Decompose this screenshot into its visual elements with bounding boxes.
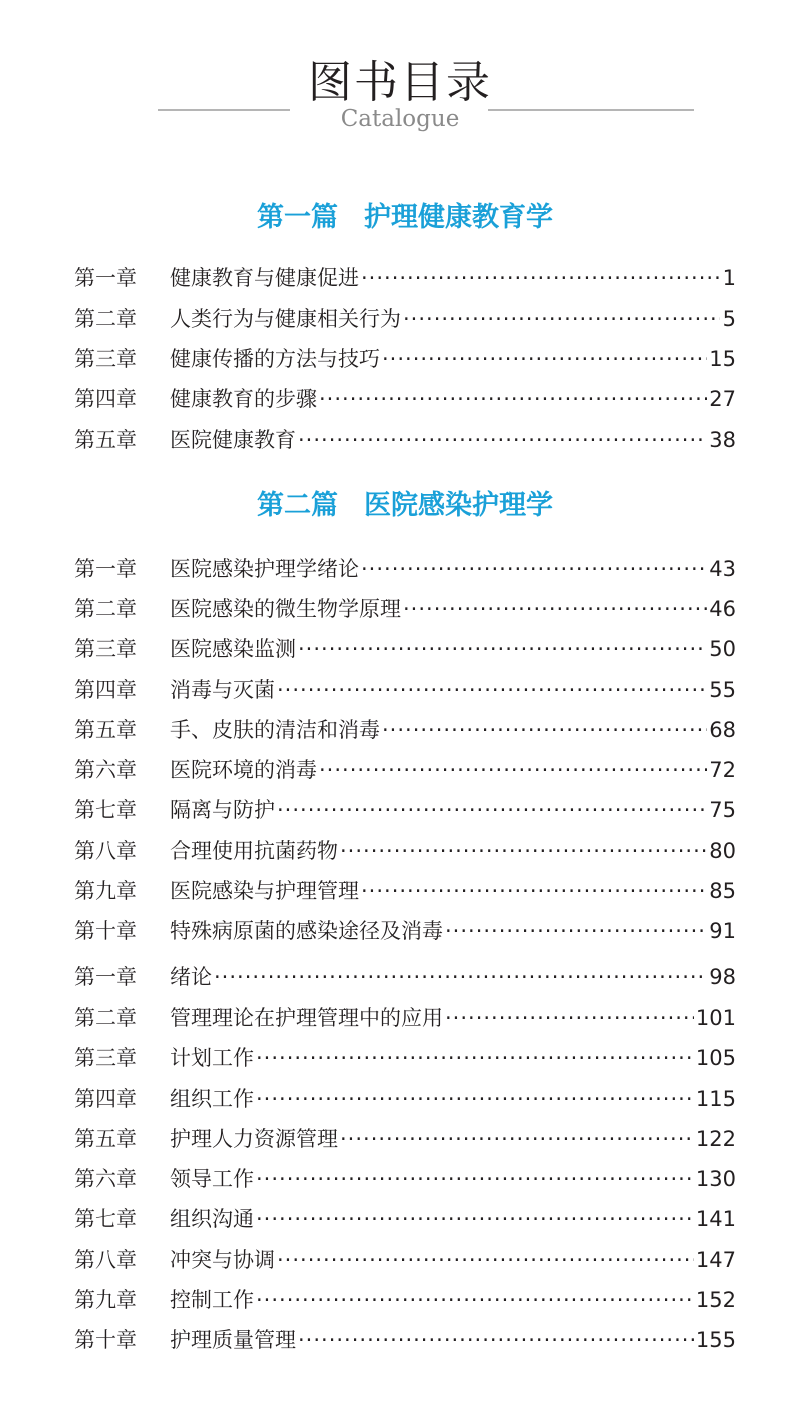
chapter-number: 第八章 bbox=[74, 1248, 137, 1272]
chapter-title: 冲突与协调 bbox=[170, 1248, 275, 1272]
chapter-number: 第二章 bbox=[74, 597, 137, 621]
dot-leader bbox=[277, 1244, 694, 1276]
toc-entry[interactable] bbox=[74, 593, 736, 625]
toc-entry[interactable] bbox=[74, 1002, 736, 1034]
page-number: 101 bbox=[695, 1006, 736, 1030]
dot-leader bbox=[340, 1123, 694, 1155]
chapter-number: 第二章 bbox=[74, 307, 137, 331]
chapter-title: 领导工作 bbox=[170, 1167, 254, 1191]
chapter-number: 第九章 bbox=[74, 879, 137, 903]
chapter-title: 手、皮肤的清洁和消毒 bbox=[170, 718, 380, 742]
toc-entry[interactable] bbox=[74, 1203, 736, 1235]
dot-leader bbox=[403, 303, 720, 335]
part-title-text: 医院感染护理学 bbox=[364, 490, 553, 521]
dot-leader bbox=[277, 674, 707, 706]
toc-entry[interactable] bbox=[74, 1123, 736, 1155]
dot-leader bbox=[298, 424, 707, 456]
chapter-title: 组织沟通 bbox=[170, 1207, 254, 1231]
chapter-title: 隔离与防护 bbox=[170, 798, 275, 822]
chapter-number: 第五章 bbox=[74, 1127, 137, 1151]
dot-leader bbox=[361, 553, 707, 585]
page-number: 75 bbox=[709, 798, 736, 822]
chapter-number: 第三章 bbox=[74, 637, 137, 661]
chapter-number: 第四章 bbox=[74, 678, 137, 702]
page-number: 55 bbox=[709, 678, 736, 702]
dot-leader bbox=[382, 714, 707, 746]
dot-leader bbox=[256, 1284, 694, 1316]
chapter-number: 第五章 bbox=[74, 428, 137, 452]
chapter-number: 第六章 bbox=[74, 1167, 137, 1191]
page-number: 91 bbox=[709, 919, 736, 943]
dot-leader bbox=[382, 343, 707, 375]
toc-entry[interactable] bbox=[74, 1083, 736, 1115]
dot-leader bbox=[256, 1203, 694, 1235]
chapter-title: 控制工作 bbox=[170, 1288, 254, 1312]
chapter-number: 第五章 bbox=[74, 718, 137, 742]
chapter-title: 消毒与灭菌 bbox=[170, 678, 275, 702]
page-number: 27 bbox=[709, 387, 736, 411]
page-number: 68 bbox=[709, 718, 736, 742]
page-number: 72 bbox=[709, 758, 736, 782]
chapter-number: 第八章 bbox=[74, 839, 137, 863]
part-title-text: 护理健康教育学 bbox=[364, 202, 553, 233]
chapter-number: 第二章 bbox=[74, 1006, 137, 1030]
dot-leader bbox=[361, 262, 720, 294]
chapter-title: 医院感染与护理管理 bbox=[170, 879, 359, 903]
page-number: 50 bbox=[709, 637, 736, 661]
part-prefix: 第一篇 bbox=[257, 202, 338, 233]
dot-leader bbox=[445, 915, 707, 947]
chapter-number: 第四章 bbox=[74, 1087, 137, 1111]
chapter-number: 第一章 bbox=[74, 965, 137, 989]
chapter-number: 第三章 bbox=[74, 347, 137, 371]
chapter-number: 第十章 bbox=[74, 1328, 137, 1352]
page-number: 147 bbox=[695, 1248, 736, 1272]
dot-leader bbox=[403, 593, 707, 625]
dot-leader bbox=[298, 1324, 694, 1356]
chapter-title: 健康教育的步骤 bbox=[170, 387, 317, 411]
toc-entry[interactable] bbox=[74, 343, 736, 375]
chapter-number: 第六章 bbox=[74, 758, 137, 782]
toc-entry[interactable] bbox=[74, 1163, 736, 1195]
chapter-number: 第一章 bbox=[74, 557, 137, 581]
toc-entry[interactable] bbox=[74, 961, 736, 993]
part-heading-1 bbox=[0, 200, 800, 236]
chapter-title: 护理质量管理 bbox=[170, 1328, 296, 1352]
chapter-title: 护理人力资源管理 bbox=[170, 1127, 338, 1151]
toc-entry[interactable] bbox=[74, 1284, 736, 1316]
chapter-title: 医院感染护理学绪论 bbox=[170, 557, 359, 581]
toc-entry[interactable] bbox=[74, 553, 736, 585]
toc-entry[interactable] bbox=[74, 1324, 736, 1356]
chapter-title: 管理理论在护理管理中的应用 bbox=[170, 1006, 443, 1030]
chapter-title: 医院健康教育 bbox=[170, 428, 296, 452]
toc-entry[interactable] bbox=[74, 915, 736, 947]
page-subtitle: Catalogue bbox=[340, 106, 460, 132]
part-heading-2 bbox=[0, 488, 800, 524]
toc-entry[interactable] bbox=[74, 754, 736, 786]
toc-entry[interactable] bbox=[74, 262, 736, 294]
dot-leader bbox=[277, 794, 707, 826]
page-number: 98 bbox=[709, 965, 736, 989]
chapter-number: 第三章 bbox=[74, 1046, 137, 1070]
toc-entry[interactable] bbox=[74, 303, 736, 335]
page-number: 141 bbox=[695, 1207, 736, 1231]
chapter-title: 特殊病原菌的感染途径及消毒 bbox=[170, 919, 443, 943]
chapter-number: 第一章 bbox=[74, 266, 137, 290]
page-number: 38 bbox=[709, 428, 736, 452]
toc-entry[interactable] bbox=[74, 794, 736, 826]
page-number: 1 bbox=[722, 266, 736, 290]
toc-entry[interactable] bbox=[74, 424, 736, 456]
dot-leader bbox=[319, 754, 707, 786]
chapter-number: 第七章 bbox=[74, 1207, 137, 1231]
dot-leader bbox=[445, 1002, 694, 1034]
chapter-number: 第九章 bbox=[74, 1288, 137, 1312]
dot-leader bbox=[319, 383, 707, 415]
chapter-title: 医院感染的微生物学原理 bbox=[170, 597, 401, 621]
page-number: 46 bbox=[709, 597, 736, 621]
dot-leader bbox=[256, 1083, 694, 1115]
chapter-title: 医院环境的消毒 bbox=[170, 758, 317, 782]
chapter-number: 第四章 bbox=[74, 387, 137, 411]
page-number: 122 bbox=[695, 1127, 736, 1151]
toc-entry[interactable] bbox=[74, 1244, 736, 1276]
catalogue-header bbox=[0, 0, 800, 150]
toc-entry[interactable] bbox=[74, 714, 736, 746]
page-number: 80 bbox=[709, 839, 736, 863]
chapter-title: 绪论 bbox=[170, 965, 212, 989]
page-number: 43 bbox=[709, 557, 736, 581]
dot-leader bbox=[256, 1163, 694, 1195]
toc-entry[interactable] bbox=[74, 1042, 736, 1074]
dot-leader bbox=[340, 835, 707, 867]
page-number: 155 bbox=[695, 1328, 736, 1352]
toc-entry[interactable] bbox=[74, 875, 736, 907]
page-number: 130 bbox=[695, 1167, 736, 1191]
dot-leader bbox=[298, 633, 707, 665]
chapter-number: 第七章 bbox=[74, 798, 137, 822]
page-number: 115 bbox=[695, 1087, 736, 1111]
dot-leader bbox=[361, 875, 707, 907]
chapter-number: 第十章 bbox=[74, 919, 137, 943]
page-number: 85 bbox=[709, 879, 736, 903]
part-prefix: 第二篇 bbox=[257, 490, 338, 521]
chapter-title: 健康传播的方法与技巧 bbox=[170, 347, 380, 371]
toc-entry[interactable] bbox=[74, 633, 736, 665]
chapter-title: 计划工作 bbox=[170, 1046, 254, 1070]
chapter-title: 合理使用抗菌药物 bbox=[170, 839, 338, 863]
chapter-title: 健康教育与健康促进 bbox=[170, 266, 359, 290]
toc-entry[interactable] bbox=[74, 383, 736, 415]
page-number: 105 bbox=[695, 1046, 736, 1070]
page-number: 152 bbox=[695, 1288, 736, 1312]
chapter-title: 组织工作 bbox=[170, 1087, 254, 1111]
page-number: 15 bbox=[709, 347, 736, 371]
page-number: 5 bbox=[722, 307, 736, 331]
chapter-title: 人类行为与健康相关行为 bbox=[170, 307, 401, 331]
toc-entry[interactable] bbox=[74, 674, 736, 706]
toc-entry[interactable] bbox=[74, 835, 736, 867]
chapter-title: 医院感染监测 bbox=[170, 637, 296, 661]
dot-leader bbox=[256, 1042, 694, 1074]
page-title: 图书目录 bbox=[308, 57, 492, 108]
dot-leader bbox=[214, 961, 707, 993]
